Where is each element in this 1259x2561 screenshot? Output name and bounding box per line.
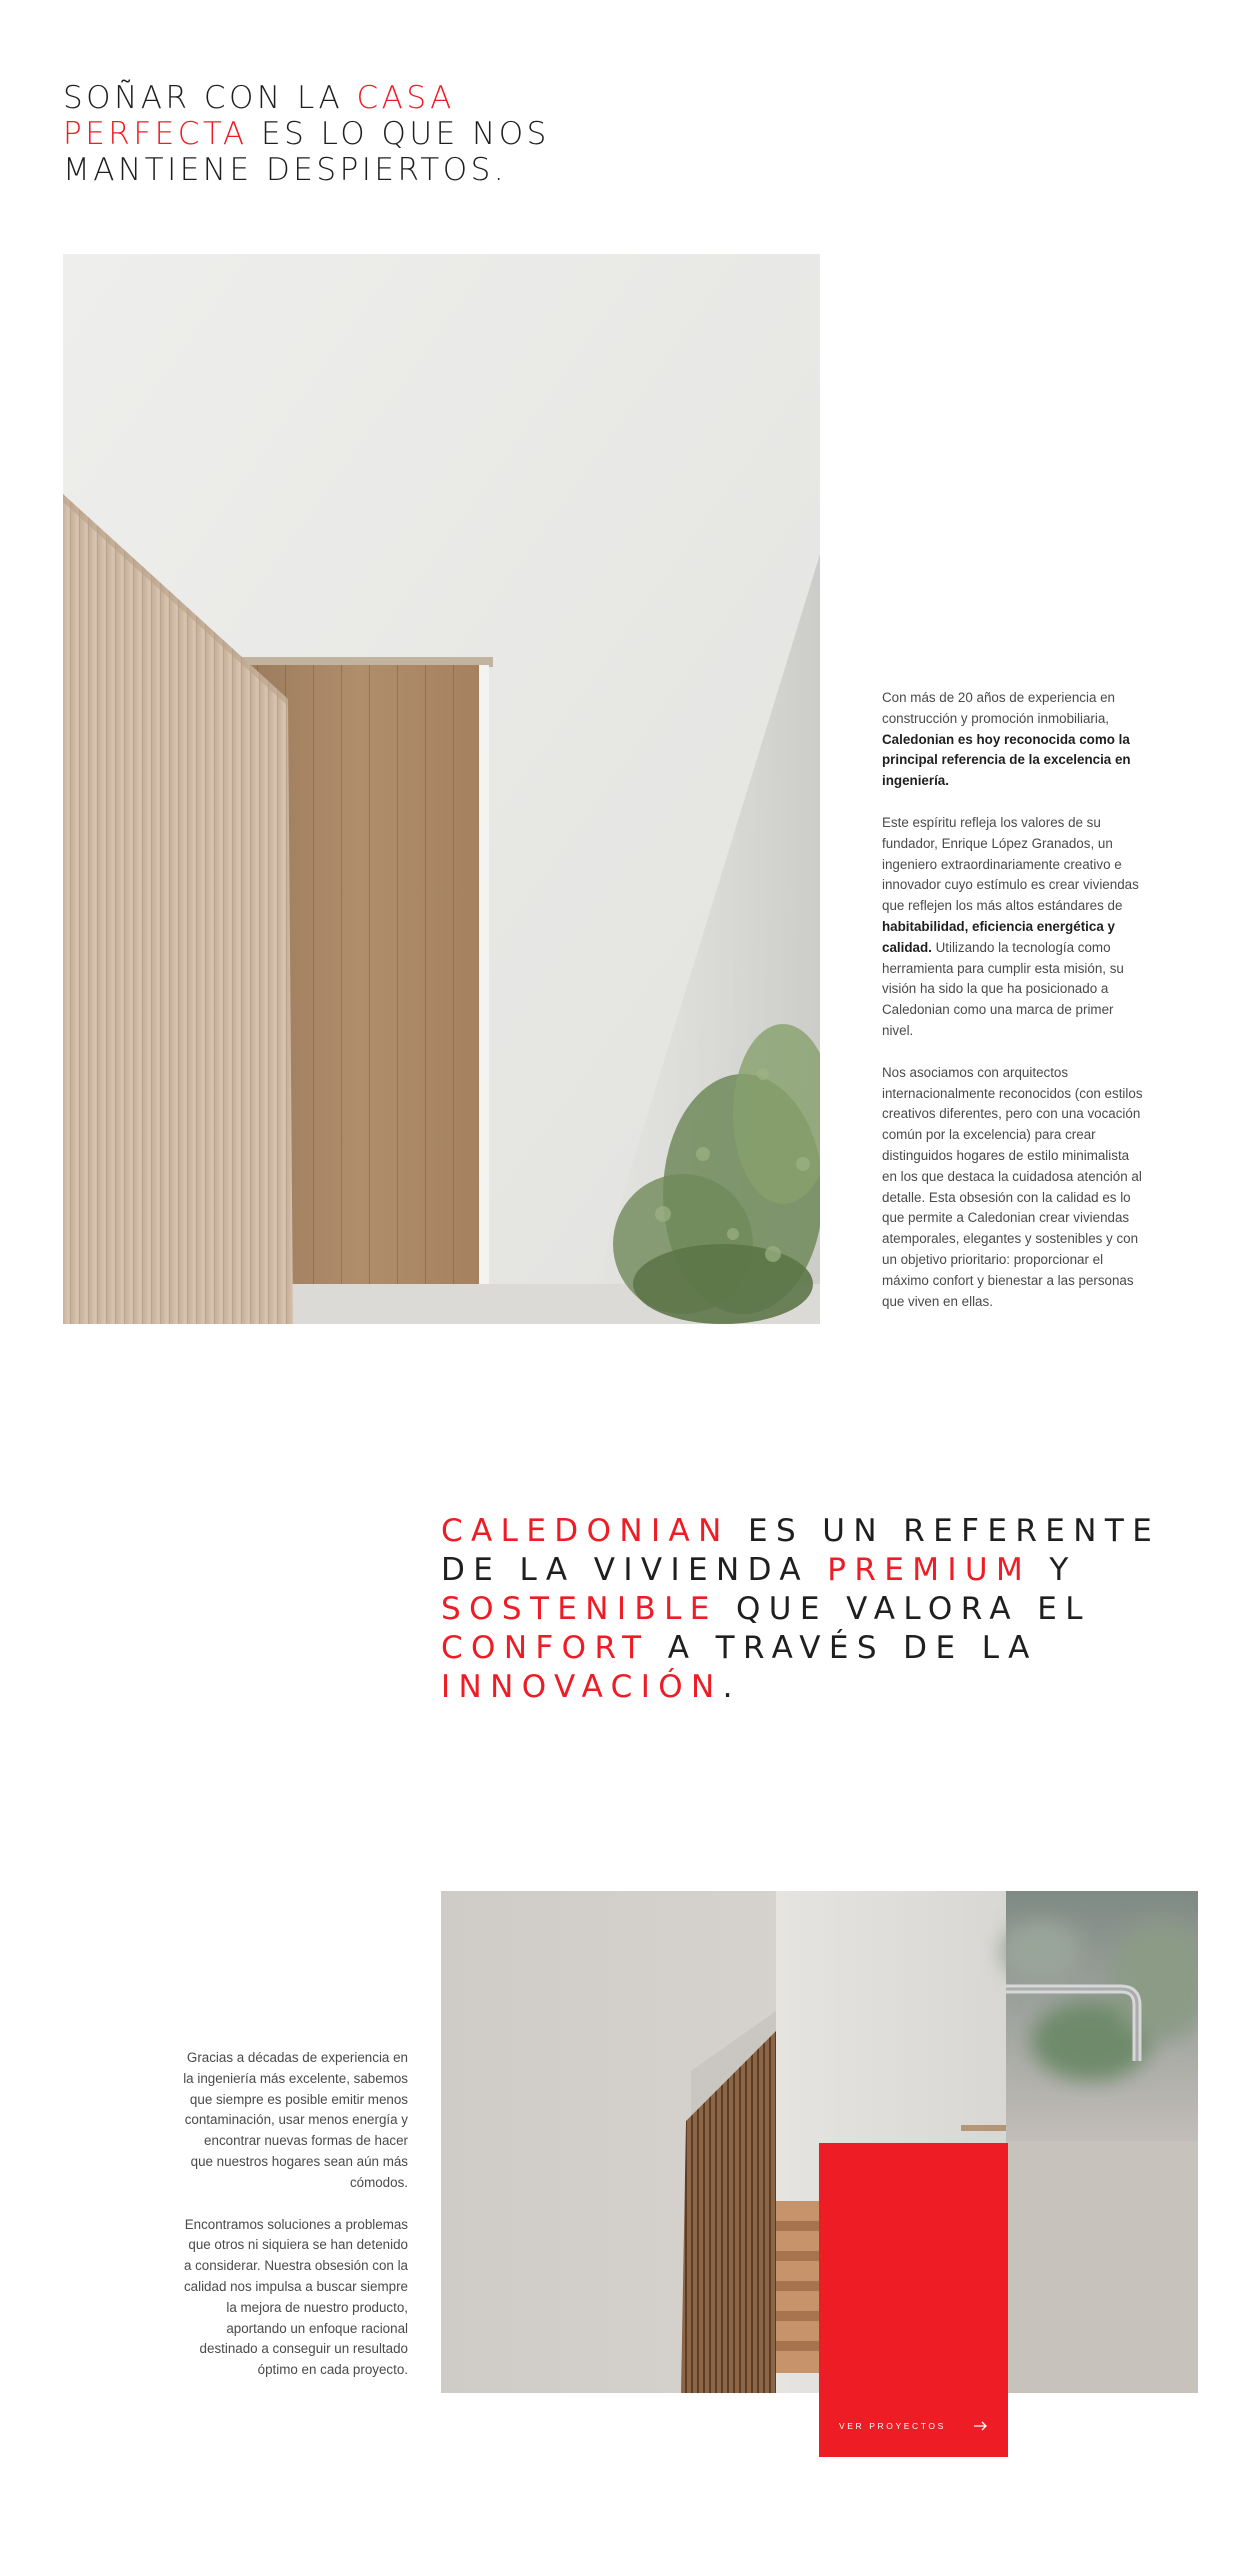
statement-word-caledonian: CALEDONIAN: [441, 1513, 730, 1549]
statement-word-sostenible: SOSTENIBLE: [441, 1591, 718, 1627]
arrow-right-icon: [974, 2420, 988, 2433]
statement-word-premium: PREMIUM: [827, 1552, 1032, 1588]
view-projects-label: VER PROYECTOS: [839, 2421, 946, 2431]
intro-p1-text: Con más de 20 años de experiencia en construcción y promoción inmobiliaria,: [882, 690, 1116, 726]
brand-statement: [441, 1512, 1201, 1707]
hero-title: [63, 80, 583, 188]
statement-text-3: QUE VALORA EL: [717, 1591, 1091, 1627]
intro-paragraph-3: Nos asociamos con arquitectos internacionalmente reconocidos (con estilos creativos diferentes, pero con una vocación común por la excelencia) para crear distinguidos hogares de estilo minimalista en los que destaca la cuidadosa atención al detalle. Esta obsesión con la calidad es lo que permite a Caledonian crear viviendas atemporales, elegantes y sostenibles y con un objetivo prioritario: proporcionar el máximo confort y bienestar a las personas que viven en ellas.: [882, 1064, 1143, 1309]
view-projects-button[interactable]: [819, 2395, 1008, 2457]
intro-p2-bold: habitabilidad, eficiencia energética y calidad.: [882, 918, 1115, 955]
statement-word-innovacion: INNOVACIÓN: [441, 1669, 723, 1705]
hero-title-part2: ES LO QUE NOS MANTIENE DESPIERTOS.: [63, 116, 550, 188]
intro-p2-text: Este espíritu refleja los valores de su fundador, Enrique López Granados, un ingeniero extraordinariamente creativo e innovador cuyo estímulo es crear viviendas que reflejen los más altos estándares de: [882, 814, 1139, 914]
intro-p2-end: Utilizando la tecnología como herramienta para cumplir esta misión, su visión ha sido la que ha posicionado a Caledonian como una marca de primer nivel.: [882, 939, 1124, 1038]
side-paragraph-1: Gracias a décadas de experiencia en la ingeniería más excelente, sabemos que siempre es posible emitir menos contaminación, usar menos energía y encontrar nuevas formas de hacer que nuestros hogares sean aún más cómodos.: [183, 2050, 408, 2190]
hero-title-highlight: CASA PERFECTA: [63, 80, 455, 152]
statement-text-1: ES UN REFERENTE DE LA VIVIENDA: [441, 1513, 1161, 1588]
projects-cta-panel: [819, 2143, 1008, 2457]
statement-text-2: Y: [1031, 1552, 1077, 1588]
side-paragraph-2: Encontramos soluciones a problemas que otros ni siquiera se han detenido a considerar. Nuestra obsesión con la calidad nos impulsa a buscar siempre la mejora de nuestro producto, aportando un enfoque racional destinado a conseguir un resultado óptimo en cada proyecto.: [183, 2216, 408, 2378]
intro-paragraph-1: [882, 688, 1144, 792]
statement-text-5: .: [722, 1669, 741, 1705]
statement-text-4: A TRAVÉS DE LA: [649, 1630, 1038, 1666]
side-text: [180, 2048, 408, 2402]
statement-word-confort: CONFORT: [441, 1630, 650, 1666]
intro-p1-bold: Caledonian es hoy reconocida como la principal referencia de la excelencia en ingeniería.: [882, 731, 1131, 789]
door-photo: [63, 254, 820, 1324]
hero-title-part1: SOÑAR CON LA: [63, 80, 357, 116]
intro-paragraph-2: [882, 813, 1144, 1042]
intro-text: [882, 688, 1144, 1333]
